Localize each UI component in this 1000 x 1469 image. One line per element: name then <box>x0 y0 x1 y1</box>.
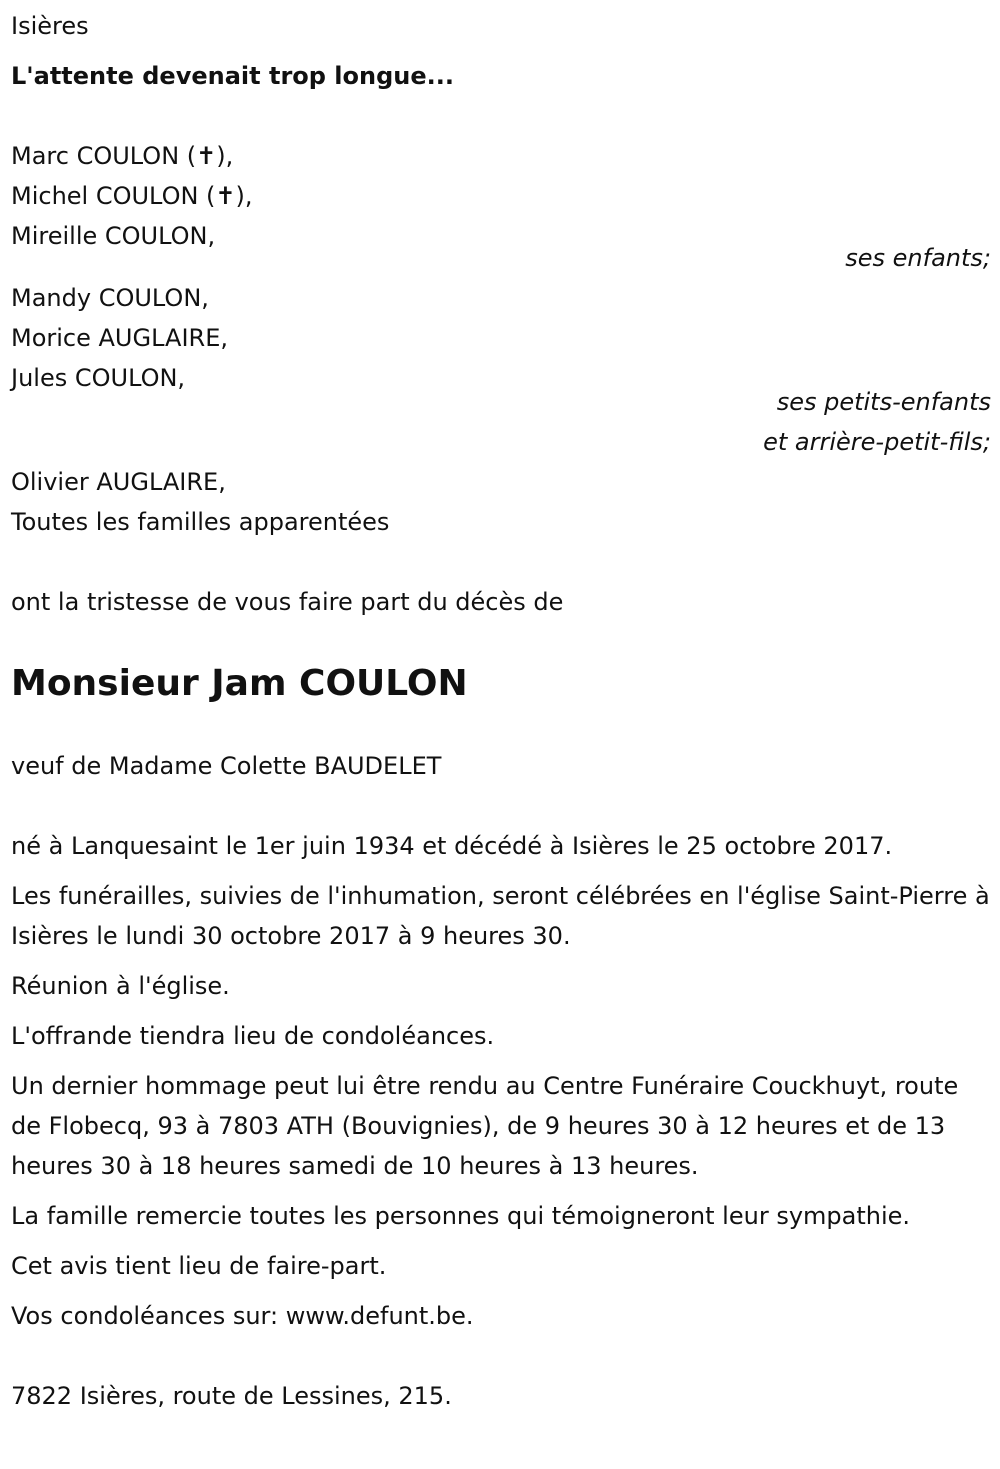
grandchildren-role: ses petits-enfants <box>776 388 991 416</box>
deceased-name: Monsieur Jam COULON <box>11 663 468 704</box>
child-name: Michel COULON (✝), <box>11 182 253 210</box>
spouse-line: veuf de Madame Colette BAUDELET <box>11 752 442 780</box>
thanks-info: La famille remercie toutes les personnes qui témoigneront leur sympathie. <box>11 1202 911 1230</box>
obituary-notice <box>11 6 991 1416</box>
children-list <box>11 136 991 278</box>
cross-icon: ✝ <box>215 182 236 210</box>
children-role: ses enfants; <box>845 244 991 272</box>
tribute-info: Un dernier hommage peut lui être rendu au Centre Funéraire Couckhuyt, route de Flobecq, 93 à 7803 ATH (Bouvignies), de 9 heures 30 à 12 heures et de 13 heures 30 à 18 heures samedi de 10 heures à 13 heures. <box>11 1072 959 1180</box>
relative-name: Olivier AUGLAIRE, <box>11 468 226 496</box>
headline: L'attente devenait trop longue... <box>11 62 454 90</box>
grandchildren-list <box>11 278 991 462</box>
grandchildren-role-2: et arrière-petit-fils; <box>763 428 991 456</box>
birth-death-info: né à Lanquesaint le 1er juin 1934 et décédé à Isières le 25 octobre 2017. <box>11 832 893 860</box>
child-name: Mireille COULON, <box>11 222 216 250</box>
grandchild-name: Morice AUGLAIRE, <box>11 324 228 352</box>
funeral-info: Les funérailles, suivies de l'inhumation, seront célébrées en l'église Saint-Pierre à Isières le lundi 30 octobre 2017 à 9 heures 30. <box>11 882 990 950</box>
details <box>11 826 991 1336</box>
grandchild-name: Mandy COULON, <box>11 284 209 312</box>
others-list <box>11 462 991 542</box>
grandchild-name: Jules COULON, <box>11 364 186 392</box>
cross-icon: ✝ <box>196 142 217 170</box>
family-note: Toutes les familles apparentées <box>11 508 390 536</box>
condolences-info: Vos condoléances sur: www.defunt.be. <box>11 1302 474 1330</box>
offering-info: L'offrande tiendra lieu de condoléances. <box>11 1022 495 1050</box>
child-name: Marc COULON (✝), <box>11 142 234 170</box>
announcement: ont la tristesse de vous faire part du décès de <box>11 588 564 616</box>
notice-info: Cet avis tient lieu de faire-part. <box>11 1252 387 1280</box>
place-name: Isières <box>11 12 89 40</box>
meeting-info: Réunion à l'église. <box>11 972 230 1000</box>
address: 7822 Isières, route de Lessines, 215. <box>11 1382 452 1410</box>
